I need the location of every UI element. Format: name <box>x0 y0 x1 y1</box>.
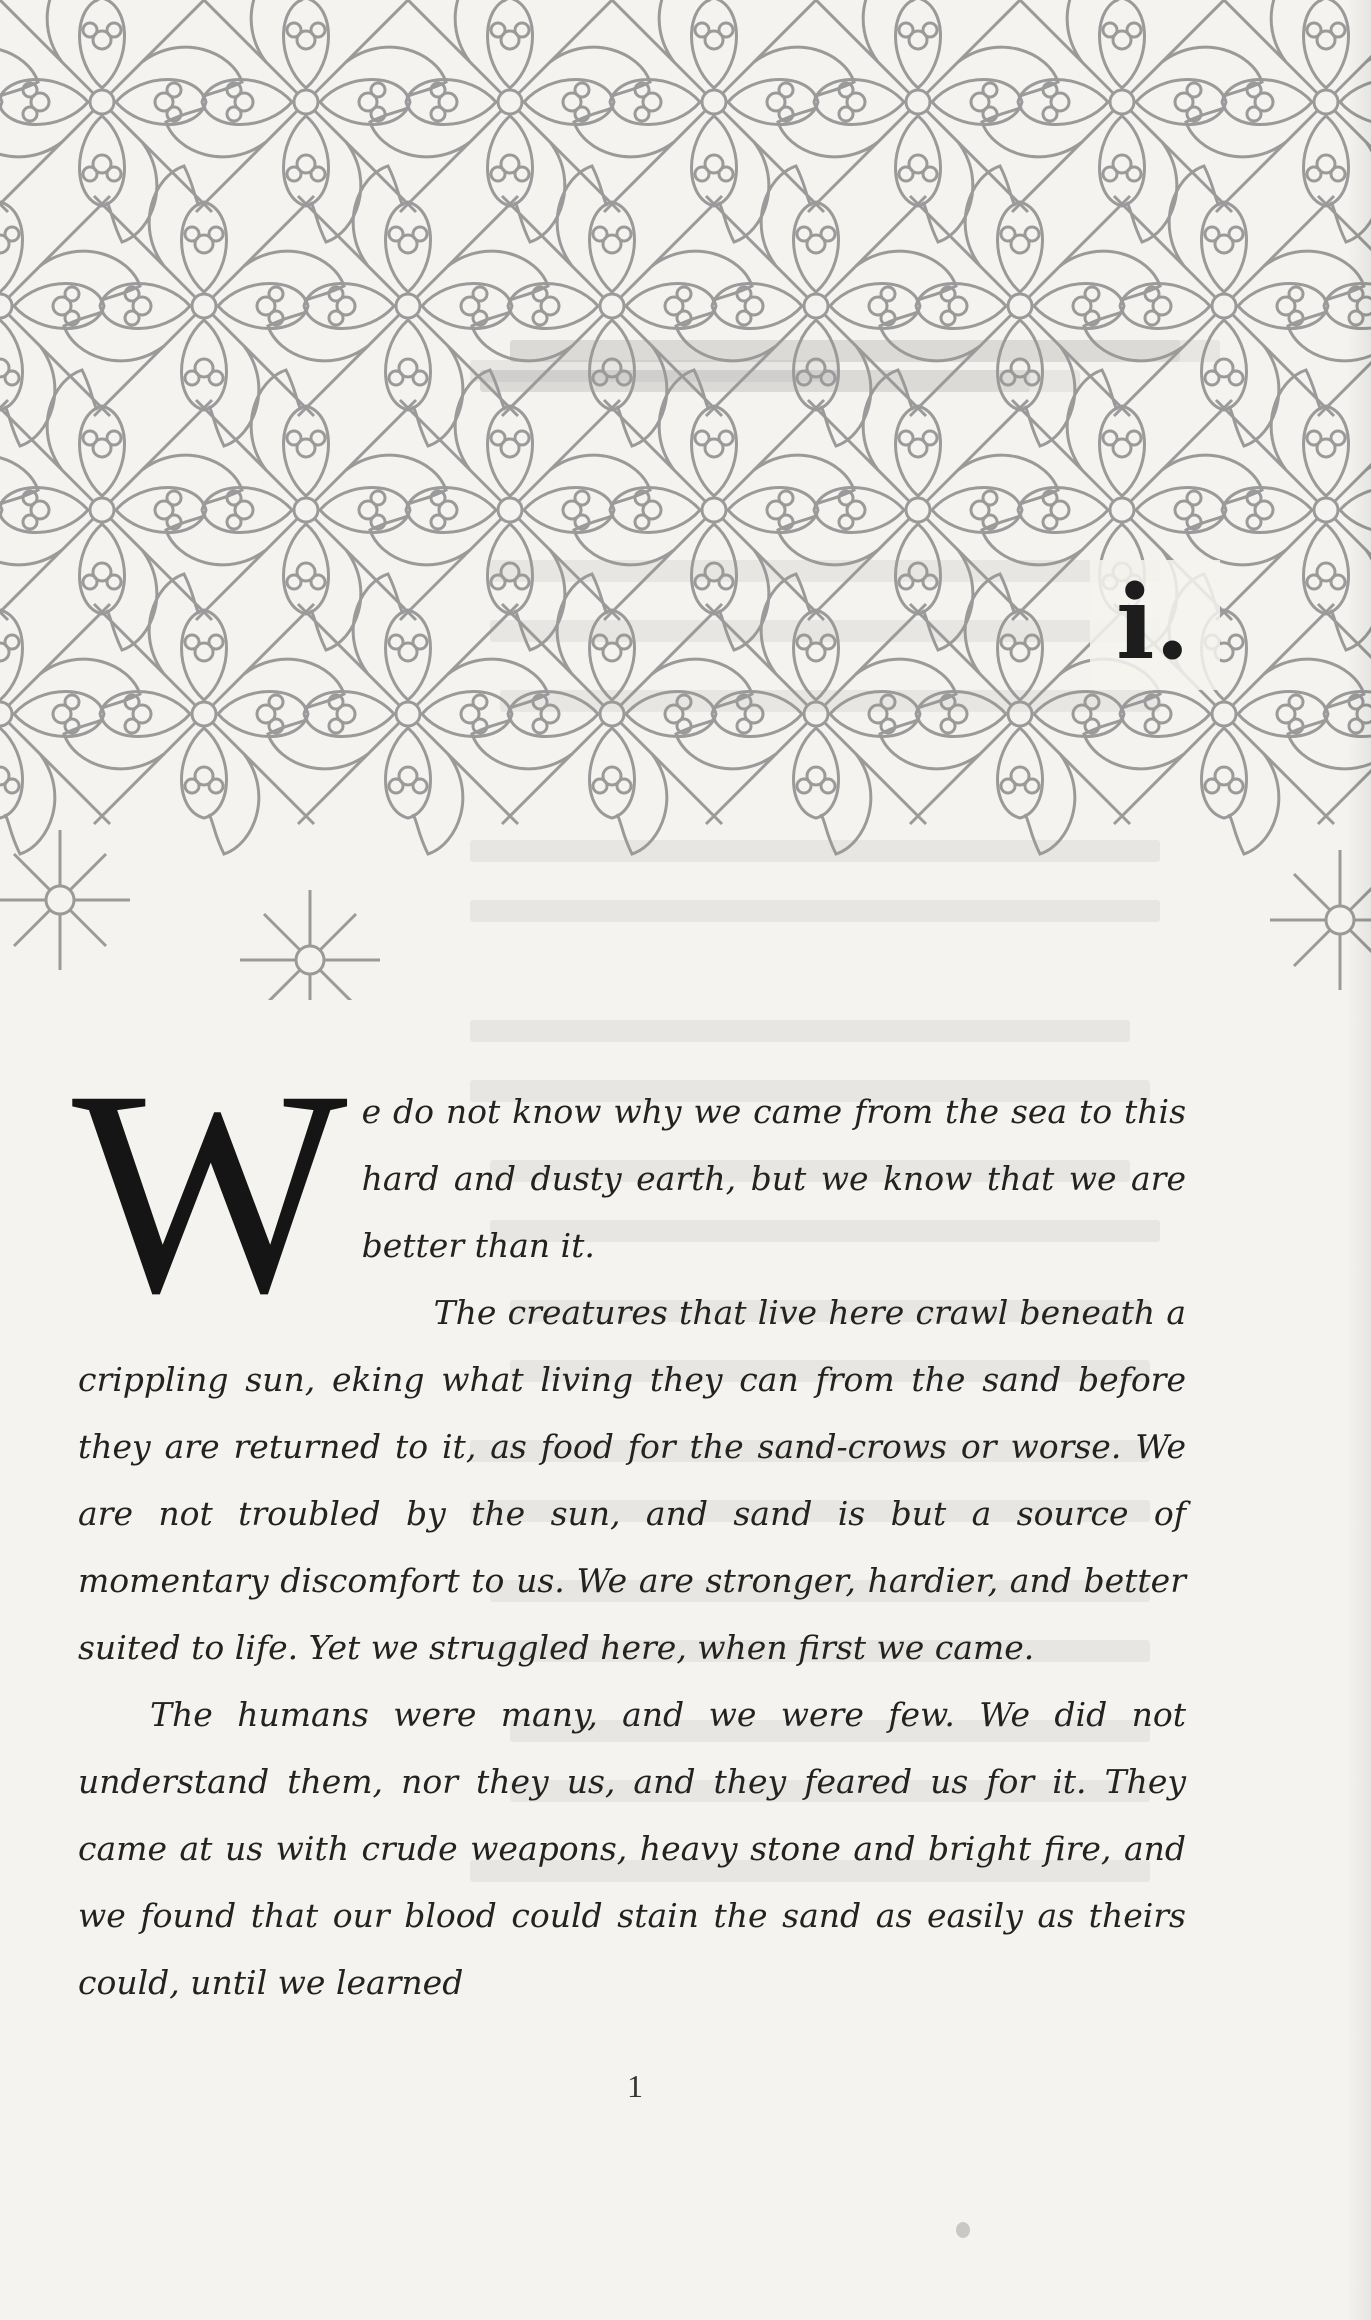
lattice-motif <box>268 574 548 854</box>
opening-paragraph-text: e do not know why we came from the sea to this hard and dusty earth, but we know that we are better than it. <box>361 1092 1186 1265</box>
lattice-motif <box>0 166 140 446</box>
chapter-numeral: i. <box>1115 563 1191 683</box>
paragraph-1: The creatures that live here crawl beneath a crippling sun, eking what living they can from the sand before they are returned to it, as food for the sand-crows or worse. We are not troubled by the sun, and sand is but a source of momentary discomfort to us. We are stronger, hardier, and better suited to life. Yet we struggled here, when first we came. <box>78 1293 1186 1667</box>
lattice-motif <box>676 166 956 446</box>
quatrefoil-lattice-icon <box>0 0 1371 1000</box>
chapter-body <box>72 1031 1186 2016</box>
lattice-motif <box>0 574 140 854</box>
page-number: 1 <box>627 2068 643 2104</box>
show-through-line <box>470 1020 1130 1042</box>
lattice-motif <box>676 574 956 854</box>
lattice-motif <box>574 370 854 650</box>
page-edge-shadow <box>1347 0 1371 2320</box>
opening-paragraph <box>72 1031 1186 1354</box>
lattice-star <box>240 890 380 1000</box>
drop-cap: W <box>72 1031 348 1354</box>
lattice-motif <box>0 370 242 650</box>
paper-speck <box>956 2222 970 2238</box>
paragraph-2: The humans were many, and we were few. We did not understand them, nor they us, and they feared us for it. They came at us with crude weapons, heavy stone and bright fire, and we found that our blood could stain the sand as easily as theirs could, until we learned <box>78 1695 1186 2002</box>
lattice-motif <box>778 370 1058 650</box>
lattice-motif <box>472 574 752 854</box>
lattice-motif <box>880 166 1160 446</box>
lattice-motif <box>1084 166 1364 446</box>
lattice-motif <box>64 166 344 446</box>
lattice-motif <box>472 166 752 446</box>
lattice-motif <box>166 370 446 650</box>
lattice-motif <box>268 166 548 446</box>
lattice-motif <box>64 574 344 854</box>
lattice-motif <box>0 0 242 242</box>
lattice-motif <box>370 370 650 650</box>
